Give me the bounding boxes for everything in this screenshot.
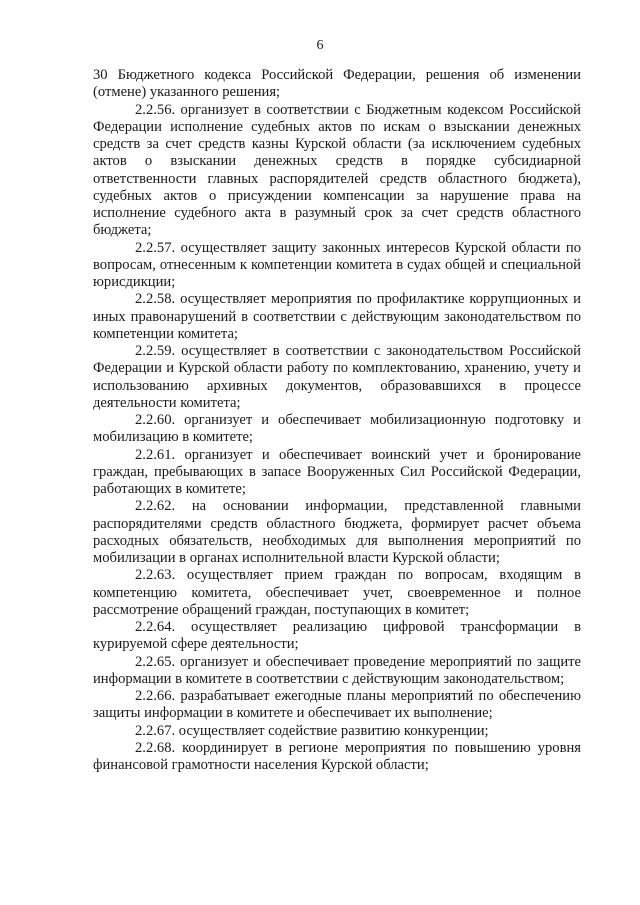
paragraph-2-2-65: 2.2.65. организует и обеспечивает проведение мероприятий по защите информации в комитете в соответствии с действующим законодательством; [93,653,581,687]
paragraph-2-2-66: 2.2.66. разрабатывает ежегодные планы мероприятий по обеспечению защиты информации в комитете и обеспечивает их выполнение; [93,688,581,722]
paragraph-2-2-63: 2.2.63. осуществляет прием граждан по вопросам, входящим в компетенцию комитета, обеспечивает учет, своевременное и полное рассмотрение обращений граждан, поступающих в комитет; [93,567,581,618]
paragraph-2-2-68: 2.2.68. координирует в регионе мероприятия по повышению уровня финансовой грамотности населения Курской области; [93,739,581,773]
paragraph-2-2-56: 2.2.56. организует в соответствии с Бюджетным кодексом Российской Федерации исполнение судебных актов по искам о взыскании денежных средств за счет средств казны Курской области (за исключением судебных актов о взыскании денежных средств в порядке субсидиарной ответственности главных распорядителей средств областного бюджета), судебных актов о присуждении компенсации за нарушение права на исполнение судебного акта в разумный срок за счет средств областного бюджета; [93,101,581,239]
paragraph-2-2-64: 2.2.64. осуществляет реализацию цифровой трансформации в курируемой сфере деятельности; [93,619,581,653]
paragraph-2-2-57: 2.2.57. осуществляет защиту законных интересов Курской области по вопросам, отнесенным к компетенции комитета в судах общей и специальной юрисдикции; [93,239,581,290]
paragraph-2-2-58: 2.2.58. осуществляет мероприятия по профилактике коррупционных и иных правонарушений в соответствии с действующим законодательством по компетенции комитета; [93,291,581,342]
page-number: 6 [316,38,324,53]
paragraph-2-2-60: 2.2.60. организует и обеспечивает мобилизационную подготовку и мобилизацию в комитете; [93,412,581,446]
paragraph-2-2-67: 2.2.67. осуществляет содействие развитию конкуренции; [135,722,489,739]
paragraph-2-2-59: 2.2.59. осуществляет в соответствии с законодательством Российской Федерации и Курской области работу по комплектованию, хранению, учету и использованию архивных документов, образовавшихся в процессе деятельности комитета; [93,343,581,411]
paragraph-continuation: 30 Бюджетного кодекса Российской Федерации, решения об изменении (отмене) указанного решения; [93,67,581,101]
paragraph-2-2-61: 2.2.61. организует и обеспечивает воинский учет и бронирование граждан, пребывающих в запасе Вооруженных Сил Российской Федерации, работающих в комитете; [93,446,581,497]
document-body [93,67,581,774]
paragraph-2-2-62: 2.2.62. на основании информации, представленной главными распорядителями средств областного бюджета, формирует расчет объема расходных обязательств, необходимых для выполнения мероприятий по мобилизации в органах исполнительной власти Курской области; [93,498,581,566]
